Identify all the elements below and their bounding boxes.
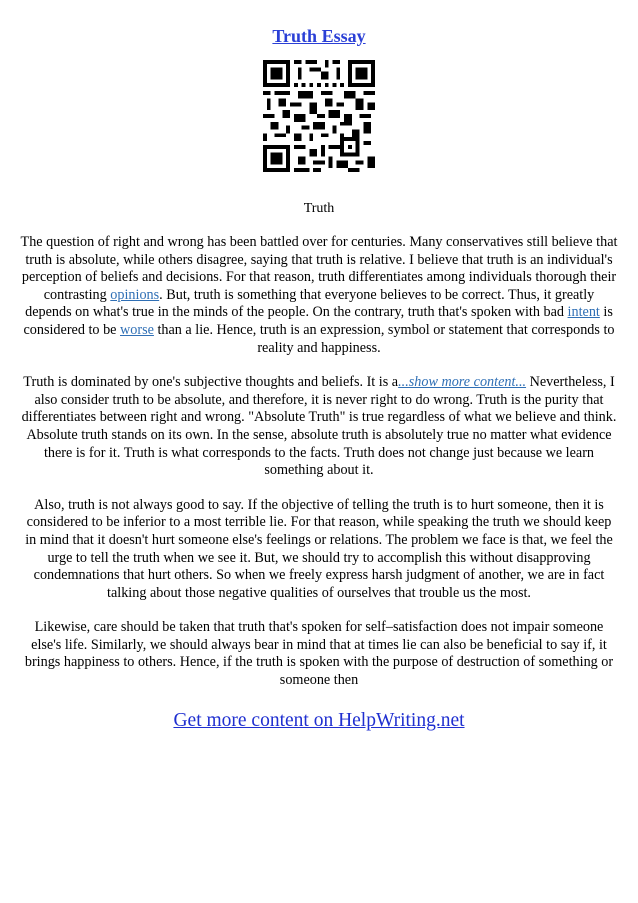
paragraph-text: . But, truth is something that everyone believes to be correct. Thus, it greatly depends on what's true in the minds of the people. On the contrary, truth that's spoken with bad xyxy=(25,286,595,321)
link-intent[interactable]: intent xyxy=(567,304,600,321)
show-more-link[interactable]: ...show more content... xyxy=(398,374,527,391)
paragraph-text: The question of right and wrong has been battled over for centuries. Many conservatives still believe that truth is absolute, while others disagree, saying that truth is relative. I believe that truth is an individual's perception of beliefs and decisions. For that reason, truth differentiates among individuals thorough their contrasting xyxy=(20,234,618,303)
paragraph-4: Likewise, care should be taken that truth that's spoken for self–satisfaction does not impair someone else's life. Similarly, we should always bear in mind that at times lie can also be beneficial to say if, it brings happiness to others. Hence, if the truth is spoken with the purpose of destruction of something or someone then xyxy=(24,619,614,689)
paragraph-text: than a lie. Hence, truth is an expression, symbol or statement that corresponds to reality and happiness. xyxy=(153,321,615,356)
essay-heading: Truth xyxy=(303,201,335,216)
essay-body xyxy=(20,234,618,707)
get-more-content-link[interactable]: Get more content on HelpWriting.net xyxy=(173,710,465,731)
paragraph-3: Also, truth is not always good to say. If the objective of telling the truth is to hurt someone, then it is considered to be inferior to a most terrible lie. For that reason, while speaking the truth we should keep in mind that it doesn't hurt someone else's feelings or relations. The problem we face is that, we feel the urge to tell the truth when we see it. But, we should try to accomplish this without disapproving condemnations that hurt others. So when we freely express harsh judgment of another, we are in fact talking about those negative qualities of ourselves that trouble us the most. xyxy=(25,496,613,601)
qr-code xyxy=(263,60,375,172)
paragraph-1 xyxy=(20,234,618,357)
paragraph-text: is considered to be xyxy=(23,304,613,338)
paragraph-text: Truth is dominated by one's subjective thoughts and beliefs. It is a xyxy=(23,374,399,391)
document-title[interactable]: Truth Essay xyxy=(272,26,366,46)
link-opinions[interactable]: opinions xyxy=(110,286,160,303)
paragraph-text: Nevertheless, I also consider truth to be absolute, and therefore, it is never right to do wrong. Truth is the purity that differentiates between right and wrong. "Absolute Truth" is true regardless of what we believe and think. Absolute truth stands on its own. In the sense, absolute truth is absolutely true no matter what evidence there is for it. Truth is what corresponds to the facts. Truth does not change just because we learn something about it. xyxy=(21,374,617,479)
paragraph-2 xyxy=(20,374,618,480)
link-worse[interactable]: worse xyxy=(120,321,154,338)
